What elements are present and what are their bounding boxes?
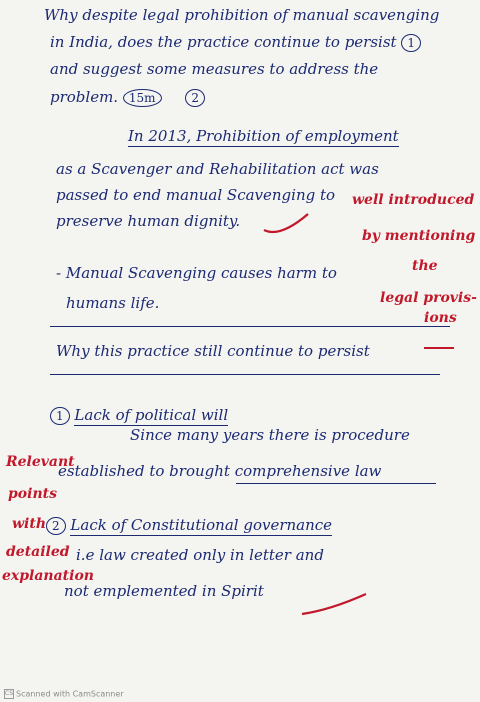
- point-number-circle: 1: [50, 407, 70, 425]
- remark-relevant-line-1: Relevant: [6, 454, 75, 470]
- intro-line-4: preserve human dignity.: [56, 212, 241, 230]
- scanner-watermark: CS Scanned with CamScanner: [5, 689, 124, 699]
- divider-line: [50, 374, 440, 375]
- tick-mark-icon: [300, 590, 370, 620]
- constitutional-line-2: not emplemented in Spirit: [64, 582, 264, 600]
- divider-line: [50, 326, 450, 327]
- harm-line-2: humans life.: [66, 294, 160, 312]
- remark-mentioning-line-3: legal provis-: [380, 290, 477, 306]
- underline-stroke: [236, 483, 436, 484]
- marks-circle: 15m: [123, 89, 162, 107]
- intro-line-2: as a Scavenger and Rehabilitation act was: [56, 160, 379, 178]
- constitutional-line-1: i.e law created only in letter and: [76, 546, 324, 564]
- intro-line-1: In 2013, Prohibition of employment: [128, 127, 399, 145]
- political-line-1: Since many years there is procedure: [130, 426, 410, 444]
- political-title: 1 Lack of political will: [50, 406, 228, 425]
- remark-relevant-line-2: points: [8, 486, 57, 502]
- intro-line-3: passed to end manual Scavenging to: [56, 186, 336, 204]
- constitutional-title: 2 Lack of Constitutional governance: [46, 516, 332, 535]
- question-line-2: in India, does the practice continue to persist 1: [50, 33, 421, 52]
- question-line-1: Why despite legal prohibition of manual scavenging: [44, 6, 440, 24]
- remark-mentioning-line-1: by mentioning: [362, 228, 476, 244]
- question-line-4: problem. 15m 2: [50, 88, 205, 107]
- question-line-3: and suggest some measures to address the: [50, 60, 379, 78]
- remark-mentioning-line-4: ions: [424, 310, 457, 326]
- camscanner-logo-icon: CS: [5, 690, 13, 697]
- remark-relevant-line-5: explanation: [2, 568, 94, 584]
- question-number-circle: 1: [401, 34, 421, 52]
- why-heading: Why this practice still continue to persist: [56, 342, 370, 360]
- tick-mark-icon: [262, 210, 312, 240]
- political-line-2: established to brought comprehensive law: [58, 462, 382, 480]
- paper-number-circle: 2: [185, 89, 205, 107]
- remark-relevant-line-4: detailed: [6, 544, 70, 560]
- remark-relevant-line-3: with: [12, 516, 47, 532]
- harm-line-1: - Manual Scavenging causes harm to: [56, 264, 337, 282]
- remark-mentioning-line-2: the: [412, 258, 438, 274]
- red-stroke: [424, 347, 454, 349]
- remark-well-introduced: well introduced: [352, 192, 475, 208]
- point-number-circle: 2: [46, 517, 66, 535]
